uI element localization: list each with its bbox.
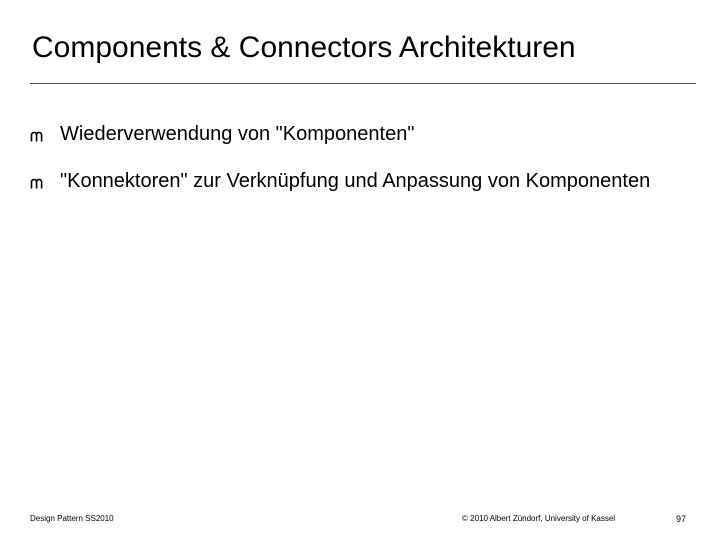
m-bullet-icon — [30, 178, 43, 189]
bullet-text: Wiederverwendung von "Komponenten" — [60, 123, 415, 145]
footer-copyright: © 2010 Albert Zündorf, University of Kassel — [462, 514, 616, 523]
title-divider — [30, 83, 696, 84]
m-bullet-icon — [30, 131, 43, 142]
bullet-item — [30, 122, 670, 147]
footer-course: Design Pattern SS2010 — [30, 514, 114, 523]
bullet-list — [30, 122, 670, 216]
bullet-text: "Konnektoren" zur Verknüpfung und Anpassung von Komponenten — [60, 170, 651, 192]
slide-title: Components & Connectors Architekturen — [32, 31, 576, 64]
page-number: 97 — [676, 514, 687, 524]
bullet-item — [30, 169, 670, 194]
